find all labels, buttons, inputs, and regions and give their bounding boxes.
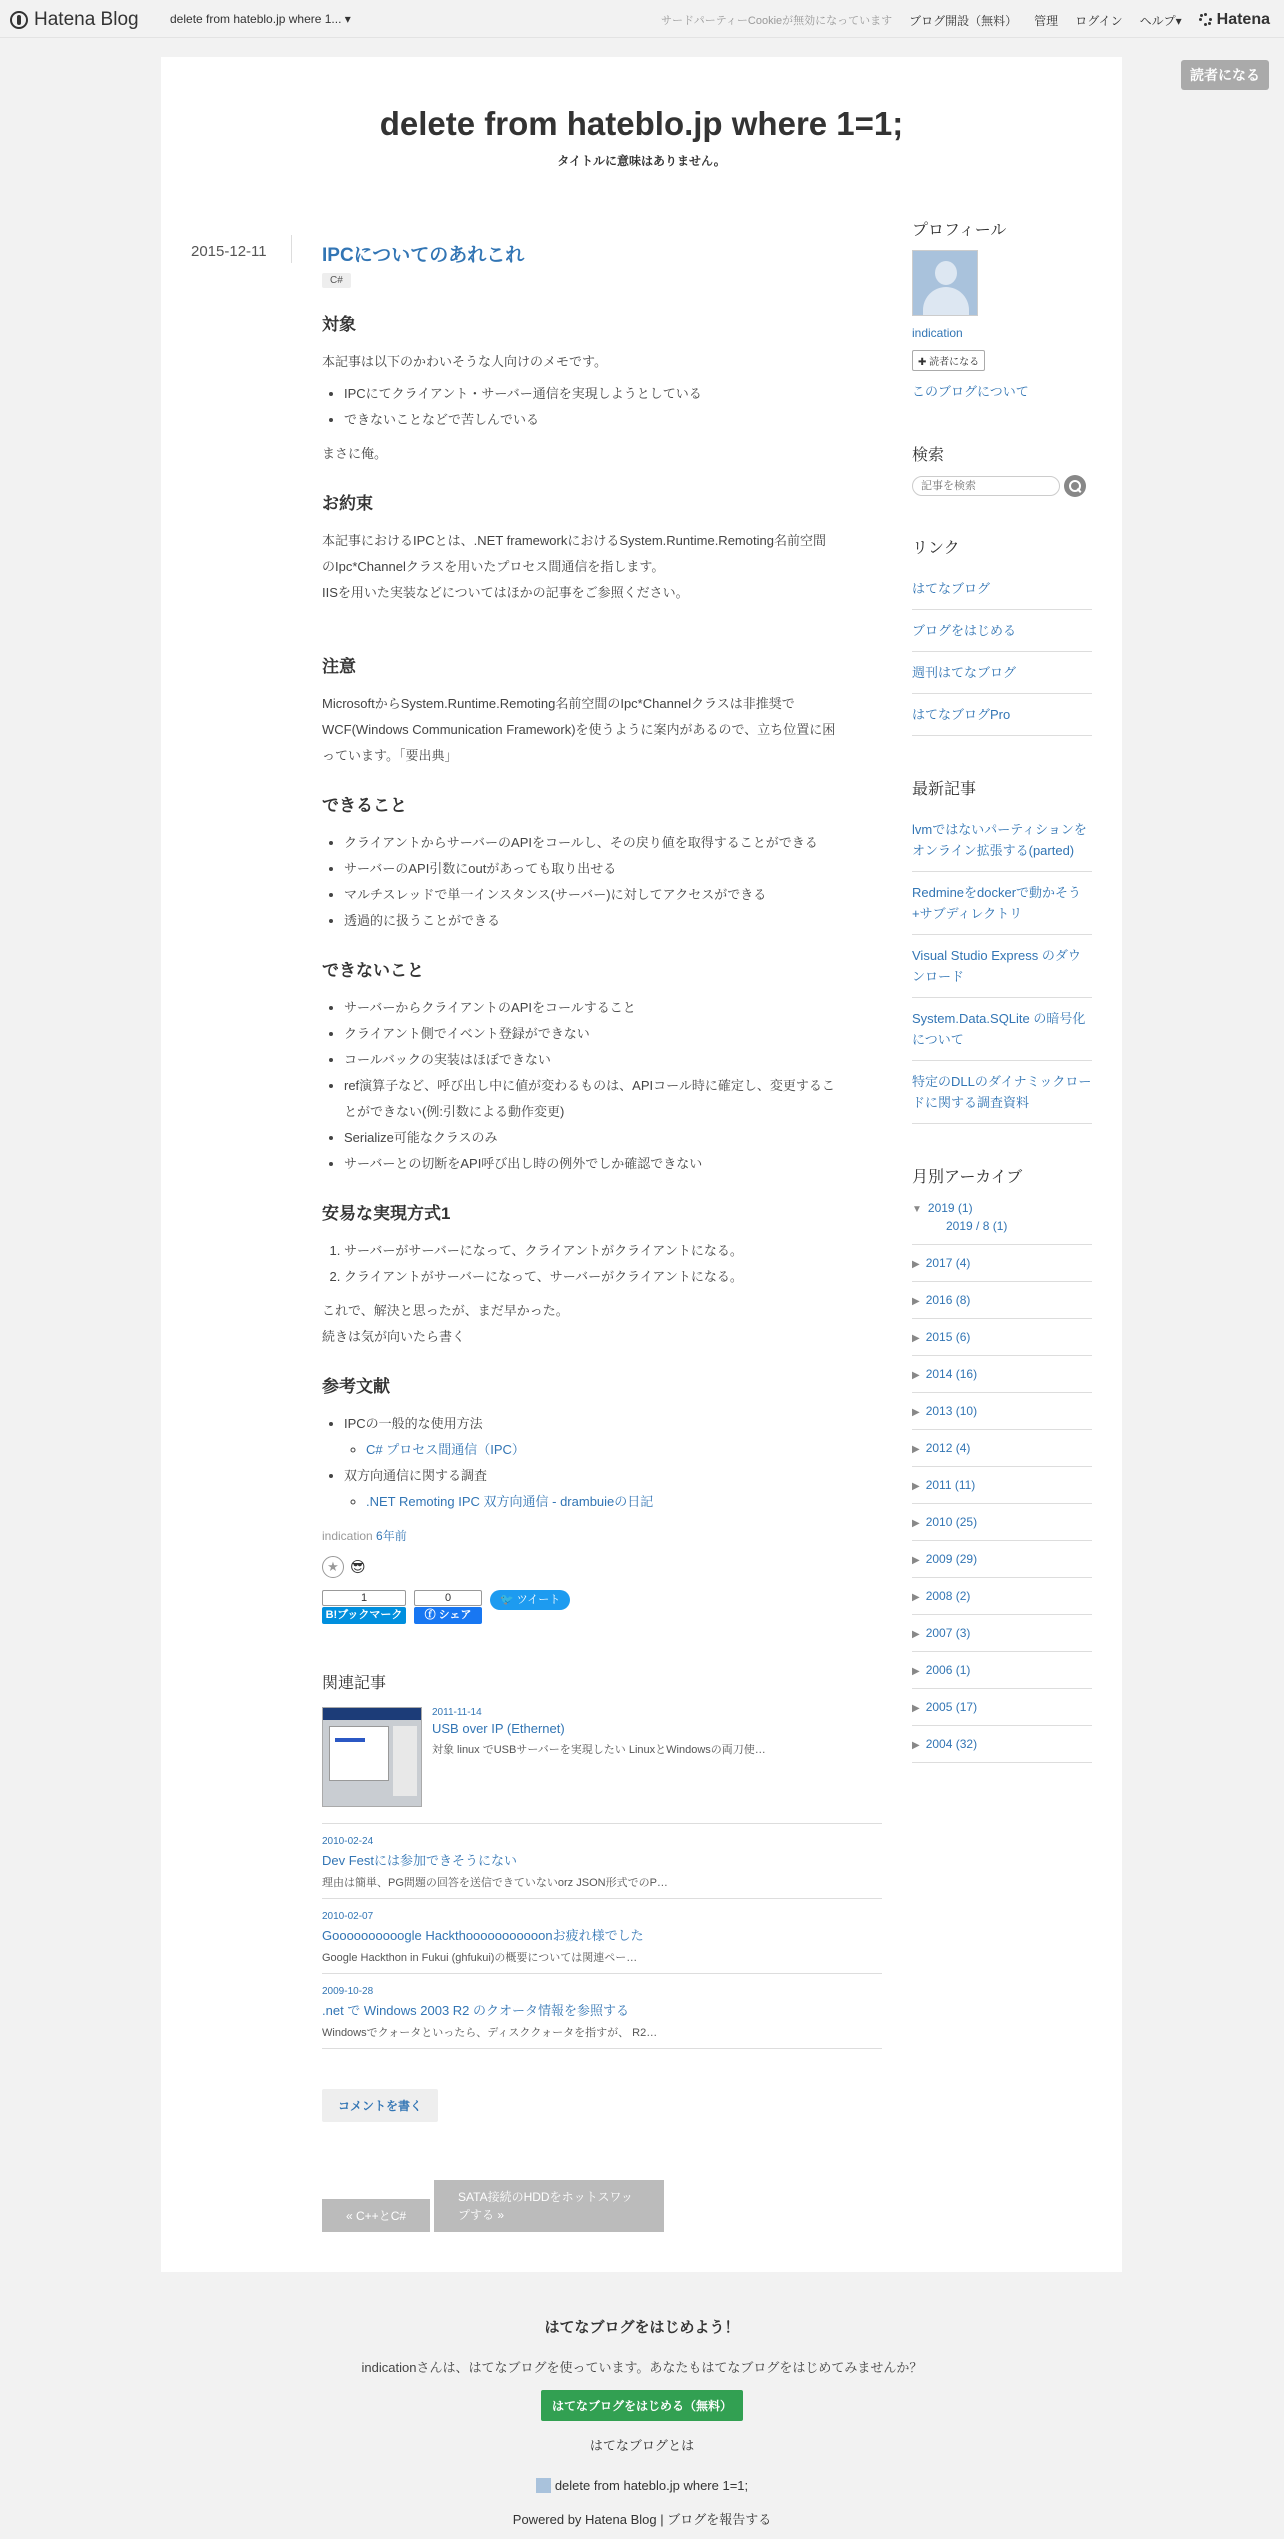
help-menu[interactable]	[1140, 12, 1182, 29]
reference-label: 双方向通信に関する調査	[344, 1468, 488, 1483]
related-title[interactable]: Goooooooooogle Hackthooooooooooonお疲れ様でした	[322, 1928, 644, 1943]
list-item: • サーバーからクライアントのAPIをコールすること	[344, 995, 882, 1021]
profile-username[interactable]: indication	[912, 326, 963, 340]
list-item: • 透過的に扱うことができる	[344, 908, 882, 934]
list-item: 2. クライアントがサーバーになって、サーバーがクライアントになる。	[344, 1264, 882, 1290]
related-snippet: 対象 linux でUSBサーバーを実現したい LinuxとWindowsの両刀使…	[432, 1744, 766, 1756]
related-date[interactable]: 2010-02-07	[322, 1911, 374, 1922]
triangle-right-icon[interactable]: ▶	[912, 1740, 920, 1751]
paragraph: のIpc*Channelクラスを用いたプロセス間通信を指します。	[322, 559, 665, 574]
list-item: • できないことなどで苦しんでいる	[344, 407, 882, 433]
heading-note: 注意	[322, 657, 356, 676]
paragraph: 続きは気が向いたら書く	[322, 1329, 466, 1344]
write-comment-button[interactable]: コメントを書く	[322, 2089, 438, 2122]
blog-description: タイトルに意味はありません。	[557, 154, 726, 168]
paragraph: WCF(Windows Communication Framework)を使うように案内があるので、立ち位置に困	[322, 722, 836, 737]
archive-month-link[interactable]: 2019 / 8 (1)	[946, 1219, 1008, 1233]
profile-heading: プロフィール	[912, 222, 1007, 239]
footer-text: indicationさんは、はてなブログを使っています。あなたもはてなブログをはじめてみませんか？	[361, 2360, 923, 2375]
hatena-dots-icon	[1199, 13, 1213, 27]
sidebar-link[interactable]: はてなブログ	[912, 568, 1092, 610]
paragraph: MicrosoftからSystem.Runtime.Remoting名前空間のIpc*Channelクラスは非推奨で	[322, 696, 795, 711]
heading-cannot: できないこと	[322, 961, 424, 980]
archive-label[interactable]: 2009 (29)	[925, 1552, 978, 1566]
star-area	[322, 1556, 882, 1578]
related-title[interactable]: .net で Windows 2003 R2 のクオータ情報を参照する	[322, 2003, 630, 2018]
archive-item[interactable]	[912, 1689, 1092, 1726]
archive-label[interactable]: 2005 (17)	[925, 1700, 978, 1714]
entry-meta	[322, 1527, 882, 1544]
footer-blog-name[interactable]: delete from hateblo.jp where 1=1;	[554, 2478, 749, 2493]
search-icon[interactable]	[1064, 475, 1086, 497]
reference-link[interactable]: C# プロセス間通信（IPC）	[366, 1442, 525, 1457]
list-item	[366, 1437, 882, 1463]
triangle-right-icon[interactable]: ▶	[912, 1481, 920, 1492]
sidebar-link[interactable]: はてなブログPro	[912, 694, 1092, 736]
archive-item[interactable]	[912, 1467, 1092, 1504]
category-tag[interactable]: C#	[322, 273, 351, 288]
triangle-right-icon[interactable]: ▶	[912, 1518, 920, 1529]
related-date[interactable]: 2011-11-14	[432, 1707, 482, 1718]
archive-item[interactable]	[912, 1726, 1092, 1763]
heading-easy: 安易な実現方式1	[322, 1204, 451, 1223]
archive-item[interactable]	[912, 1430, 1092, 1467]
open-blog-link[interactable]: ブログ開設（無料）	[909, 13, 1018, 28]
blog-selector[interactable]	[170, 12, 351, 26]
related-heading: 関連記事	[322, 1675, 387, 1692]
can-list	[344, 830, 882, 934]
archive-label[interactable]: 2016 (8)	[925, 1293, 971, 1307]
paragraph: IISを用いた実装などについてはほかの記事をご参照ください。	[322, 585, 689, 600]
facebook-widget[interactable]	[414, 1590, 482, 1624]
page-footer	[0, 2316, 1284, 2528]
related-item[interactable]	[322, 1824, 882, 1899]
list-item: • コールバックの実装はほぼできない	[344, 1047, 882, 1073]
reference-link[interactable]: .NET Remoting IPC 双方向通信 - drambuieの日記	[366, 1494, 654, 1509]
triangle-right-icon[interactable]: ▶	[912, 1555, 920, 1566]
list-item: 1. サーバーがサーバーになって、クライアントがクライアントになる。	[344, 1238, 882, 1264]
triangle-right-icon[interactable]: ▶	[912, 1296, 920, 1307]
archive-label[interactable]: 2014 (16)	[925, 1367, 978, 1381]
list-item: • クライアント側でイベント登録ができない	[344, 1021, 882, 1047]
triangle-right-icon[interactable]: ▶	[912, 1407, 920, 1418]
sidebar	[912, 217, 1092, 1763]
archive-item[interactable]	[912, 1319, 1092, 1356]
hatena-text: Hatena	[1216, 11, 1270, 28]
hatena-logo[interactable]	[1199, 11, 1270, 29]
list-item	[344, 1073, 882, 1125]
about-blog-link[interactable]: このブログについて	[912, 384, 1029, 399]
hatena-blog-icon	[10, 11, 28, 29]
subscribe-button[interactable]: 読者になる	[1181, 60, 1269, 90]
reference-list	[344, 1411, 882, 1515]
archive-item[interactable]	[912, 1652, 1092, 1689]
blog-title[interactable]: delete from hateblo.jp where 1=1;	[379, 105, 904, 142]
caret-down-icon: ▾	[1175, 13, 1182, 28]
list-item	[366, 1489, 882, 1515]
prev-entry-button[interactable]: « C++とC#	[322, 2199, 430, 2232]
related-item[interactable]	[322, 1974, 882, 2049]
triangle-right-icon[interactable]: ▶	[912, 1333, 920, 1344]
target-list	[344, 381, 882, 433]
related-thumbnail[interactable]	[322, 1707, 422, 1807]
archive-item-2019[interactable]	[912, 1197, 1092, 1245]
permalink[interactable]: 6年前	[376, 1529, 407, 1543]
related-title[interactable]: USB over IP (Ethernet)	[432, 1721, 565, 1736]
archive-heading: 月別アーカイブ	[912, 1169, 1023, 1186]
recent-entry-link[interactable]: lvmではないパーティションをオンライン拡張する(parted)	[912, 809, 1092, 872]
triangle-right-icon[interactable]: ▶	[912, 1629, 920, 1640]
archive-item[interactable]	[912, 1615, 1092, 1652]
archive-label[interactable]: 2017 (4)	[925, 1256, 971, 1270]
triangle-right-icon[interactable]: ▶	[912, 1370, 920, 1381]
archive-label[interactable]: 2008 (2)	[925, 1589, 971, 1603]
triangle-right-icon[interactable]: ▶	[912, 1259, 920, 1270]
list-item-line: とができない(例:引数による動作変更)	[344, 1104, 565, 1119]
heading-references: 参考文献	[322, 1377, 390, 1396]
next-entry-button[interactable]: SATA接続のHDDをホットスワップする »	[434, 2180, 664, 2232]
tweet-button[interactable]	[490, 1590, 570, 1610]
blog-selector-label: delete from hateblo.jp where 1...	[170, 12, 342, 26]
facebook-share-label: シェア	[438, 1609, 472, 1621]
paragraph: 本記事におけるIPCとは、.NET frameworkにおけるSystem.Runtime.Remoting名前空間	[322, 533, 826, 548]
list-item: • マルチスレッドで単一インスタンス(サーバー)に対してアクセスができる	[344, 882, 882, 908]
paragraph: 本記事は以下のかわいそうな人向けのメモです。	[322, 354, 607, 369]
archive-item[interactable]	[912, 1393, 1092, 1430]
pager	[322, 2180, 882, 2232]
logo-text: Hatena Blog	[34, 9, 139, 30]
share-buttons	[322, 1590, 882, 1624]
list-item: • サーバーのAPI引数にoutがあっても取り出せる	[344, 856, 882, 882]
archive-item[interactable]	[912, 1245, 1092, 1282]
archive-label[interactable]: 2004 (32)	[925, 1737, 978, 1751]
cannot-list	[344, 995, 882, 1177]
archive-label[interactable]: 2007 (3)	[925, 1626, 971, 1640]
archive-item[interactable]	[912, 1578, 1092, 1615]
facebook-share-button[interactable]	[414, 1607, 482, 1624]
author-name[interactable]: indication	[322, 1529, 373, 1543]
bookmark-count: 1	[322, 1590, 406, 1606]
archive-item[interactable]	[912, 1282, 1092, 1319]
archive-label[interactable]: 2015 (6)	[925, 1330, 971, 1344]
reference-label: IPCの一般的な使用方法	[344, 1416, 483, 1431]
links-heading: リンク	[912, 540, 960, 557]
list-item: • IPCにてクライアント・サーバー通信を実現しようとしている	[344, 381, 882, 407]
related-title[interactable]: Dev Festには参加できそうにない	[322, 1853, 518, 1868]
list-item: • クライアントからサーバーのAPIをコールし、その戻り値を取得することができる	[344, 830, 882, 856]
entry-date[interactable]: 2015-12-11	[191, 243, 267, 260]
cookie-notice: サードパーティーCookieが無効になっています	[661, 15, 893, 27]
archive-label[interactable]: 2006 (1)	[925, 1663, 971, 1677]
list-item: • Serialize可能なクラスのみ	[344, 1125, 882, 1151]
related-item[interactable]	[322, 1707, 882, 1824]
blog-icon	[536, 2478, 551, 2493]
user-star-icon[interactable]: 😎	[350, 1559, 366, 1576]
paragraph: っています。「要出典」	[322, 748, 458, 763]
blog-container	[161, 57, 1122, 2272]
bookmark-button[interactable]: B!ブックマーク	[322, 1607, 406, 1624]
entry	[322, 240, 882, 2232]
heading-can: できること	[322, 796, 407, 815]
related-item[interactable]	[322, 1899, 882, 1974]
related-snippet: Google Hackthon in Fukui (ghfukui)の概要については関連ペー…	[322, 1952, 638, 1964]
list-item	[344, 1411, 882, 1463]
facebook-icon: ⓕ	[424, 1609, 436, 1621]
about-hatena-blog-link[interactable]: はてなブログとは	[589, 2438, 695, 2453]
avatar[interactable]	[912, 250, 978, 316]
related-date[interactable]: 2009-10-28	[322, 1986, 374, 1997]
archive-label[interactable]: 2019 (1)	[927, 1201, 973, 1215]
search-input[interactable]	[912, 476, 1060, 496]
recent-entry-link[interactable]: Redmineをdockerで動かそう+サブディレクトリ	[912, 872, 1092, 935]
footer-title: はてなブログをはじめよう！	[544, 2319, 740, 2336]
entry-title[interactable]: IPCについてのあれこれ	[322, 245, 525, 266]
triangle-right-icon[interactable]: ▶	[912, 1703, 920, 1714]
triangle-right-icon[interactable]: ▶	[912, 1592, 920, 1603]
list-item-line: ref演算子など、呼び出し中に値が変わるものは、APIコール時に確定し、変更するこ	[344, 1078, 835, 1093]
hatena-blog-logo[interactable]	[10, 9, 139, 31]
heading-promise: お約束	[322, 494, 373, 513]
hatena-bookmark-widget[interactable]	[322, 1590, 406, 1624]
powered-by[interactable]: Powered by Hatena Blog | ブログを報告する	[512, 2512, 772, 2527]
recent-heading: 最新記事	[912, 781, 977, 798]
easy-list	[344, 1238, 882, 1290]
facebook-count: 0	[414, 1590, 482, 1606]
sidebar-reader-button[interactable]	[912, 350, 985, 371]
recent-entry-link[interactable]: Visual Studio Express のダウンロード	[912, 935, 1092, 998]
login-link[interactable]: ログイン	[1075, 13, 1123, 28]
footer-blog-link[interactable]	[0, 2478, 1284, 2493]
related-date[interactable]: 2010-02-24	[322, 1836, 374, 1847]
twitter-icon: 🐦	[500, 1594, 514, 1606]
list-item: • サーバーとの切断をAPI呼び出し時の例外でしか確認できない	[344, 1151, 882, 1177]
sidebar-link[interactable]: 週刊はてなブログ	[912, 652, 1092, 694]
tweet-label: ツイート	[516, 1594, 561, 1606]
heading-target: 対象	[322, 315, 356, 334]
archive-label[interactable]: 2012 (4)	[925, 1441, 971, 1455]
triangle-down-icon[interactable]: ▼	[912, 1204, 922, 1215]
search-box	[912, 475, 1092, 497]
paragraph: まさに俺。	[322, 446, 388, 461]
sidebar-link[interactable]: ブログをはじめる	[912, 610, 1092, 652]
triangle-right-icon[interactable]: ▶	[912, 1444, 920, 1455]
related-snippet: Windowsでクォータといったら、ディスククォータを指すが、 R2…	[322, 2027, 658, 2039]
recent-entry-link[interactable]: 特定のDLLのダイナミックロードに関する調査資料	[912, 1061, 1092, 1124]
top-bar	[0, 0, 1284, 38]
archive-item[interactable]	[912, 1356, 1092, 1393]
reader-button-label: 読者になる	[929, 357, 980, 368]
search-heading: 検索	[912, 447, 945, 464]
paragraph: これで、解決と思ったが、まだ早かった。	[322, 1303, 569, 1318]
archive-item[interactable]	[912, 1504, 1092, 1541]
help-label: ヘルプ	[1139, 13, 1176, 28]
date-divider	[291, 235, 292, 263]
plus-icon: ✚	[918, 357, 927, 368]
start-blog-button[interactable]: はてなブログをはじめる（無料）	[541, 2390, 743, 2421]
archive-label[interactable]: 2013 (10)	[925, 1404, 978, 1418]
archive-item[interactable]	[912, 1541, 1092, 1578]
add-star-icon[interactable]: ★	[322, 1556, 344, 1578]
archive-label[interactable]: 2011 (11)	[925, 1478, 976, 1492]
list-item	[344, 1463, 882, 1515]
related-snippet: 理由は簡単、PG問題の回答を送信できていないorz JSON形式でのP…	[322, 1877, 668, 1889]
triangle-right-icon[interactable]: ▶	[912, 1666, 920, 1677]
recent-entry-link[interactable]: System.Data.SQLite の暗号化について	[912, 998, 1092, 1061]
archive-label[interactable]: 2010 (25)	[925, 1515, 978, 1529]
admin-link[interactable]: 管理	[1034, 13, 1059, 28]
caret-down-icon: ▾	[344, 12, 351, 26]
